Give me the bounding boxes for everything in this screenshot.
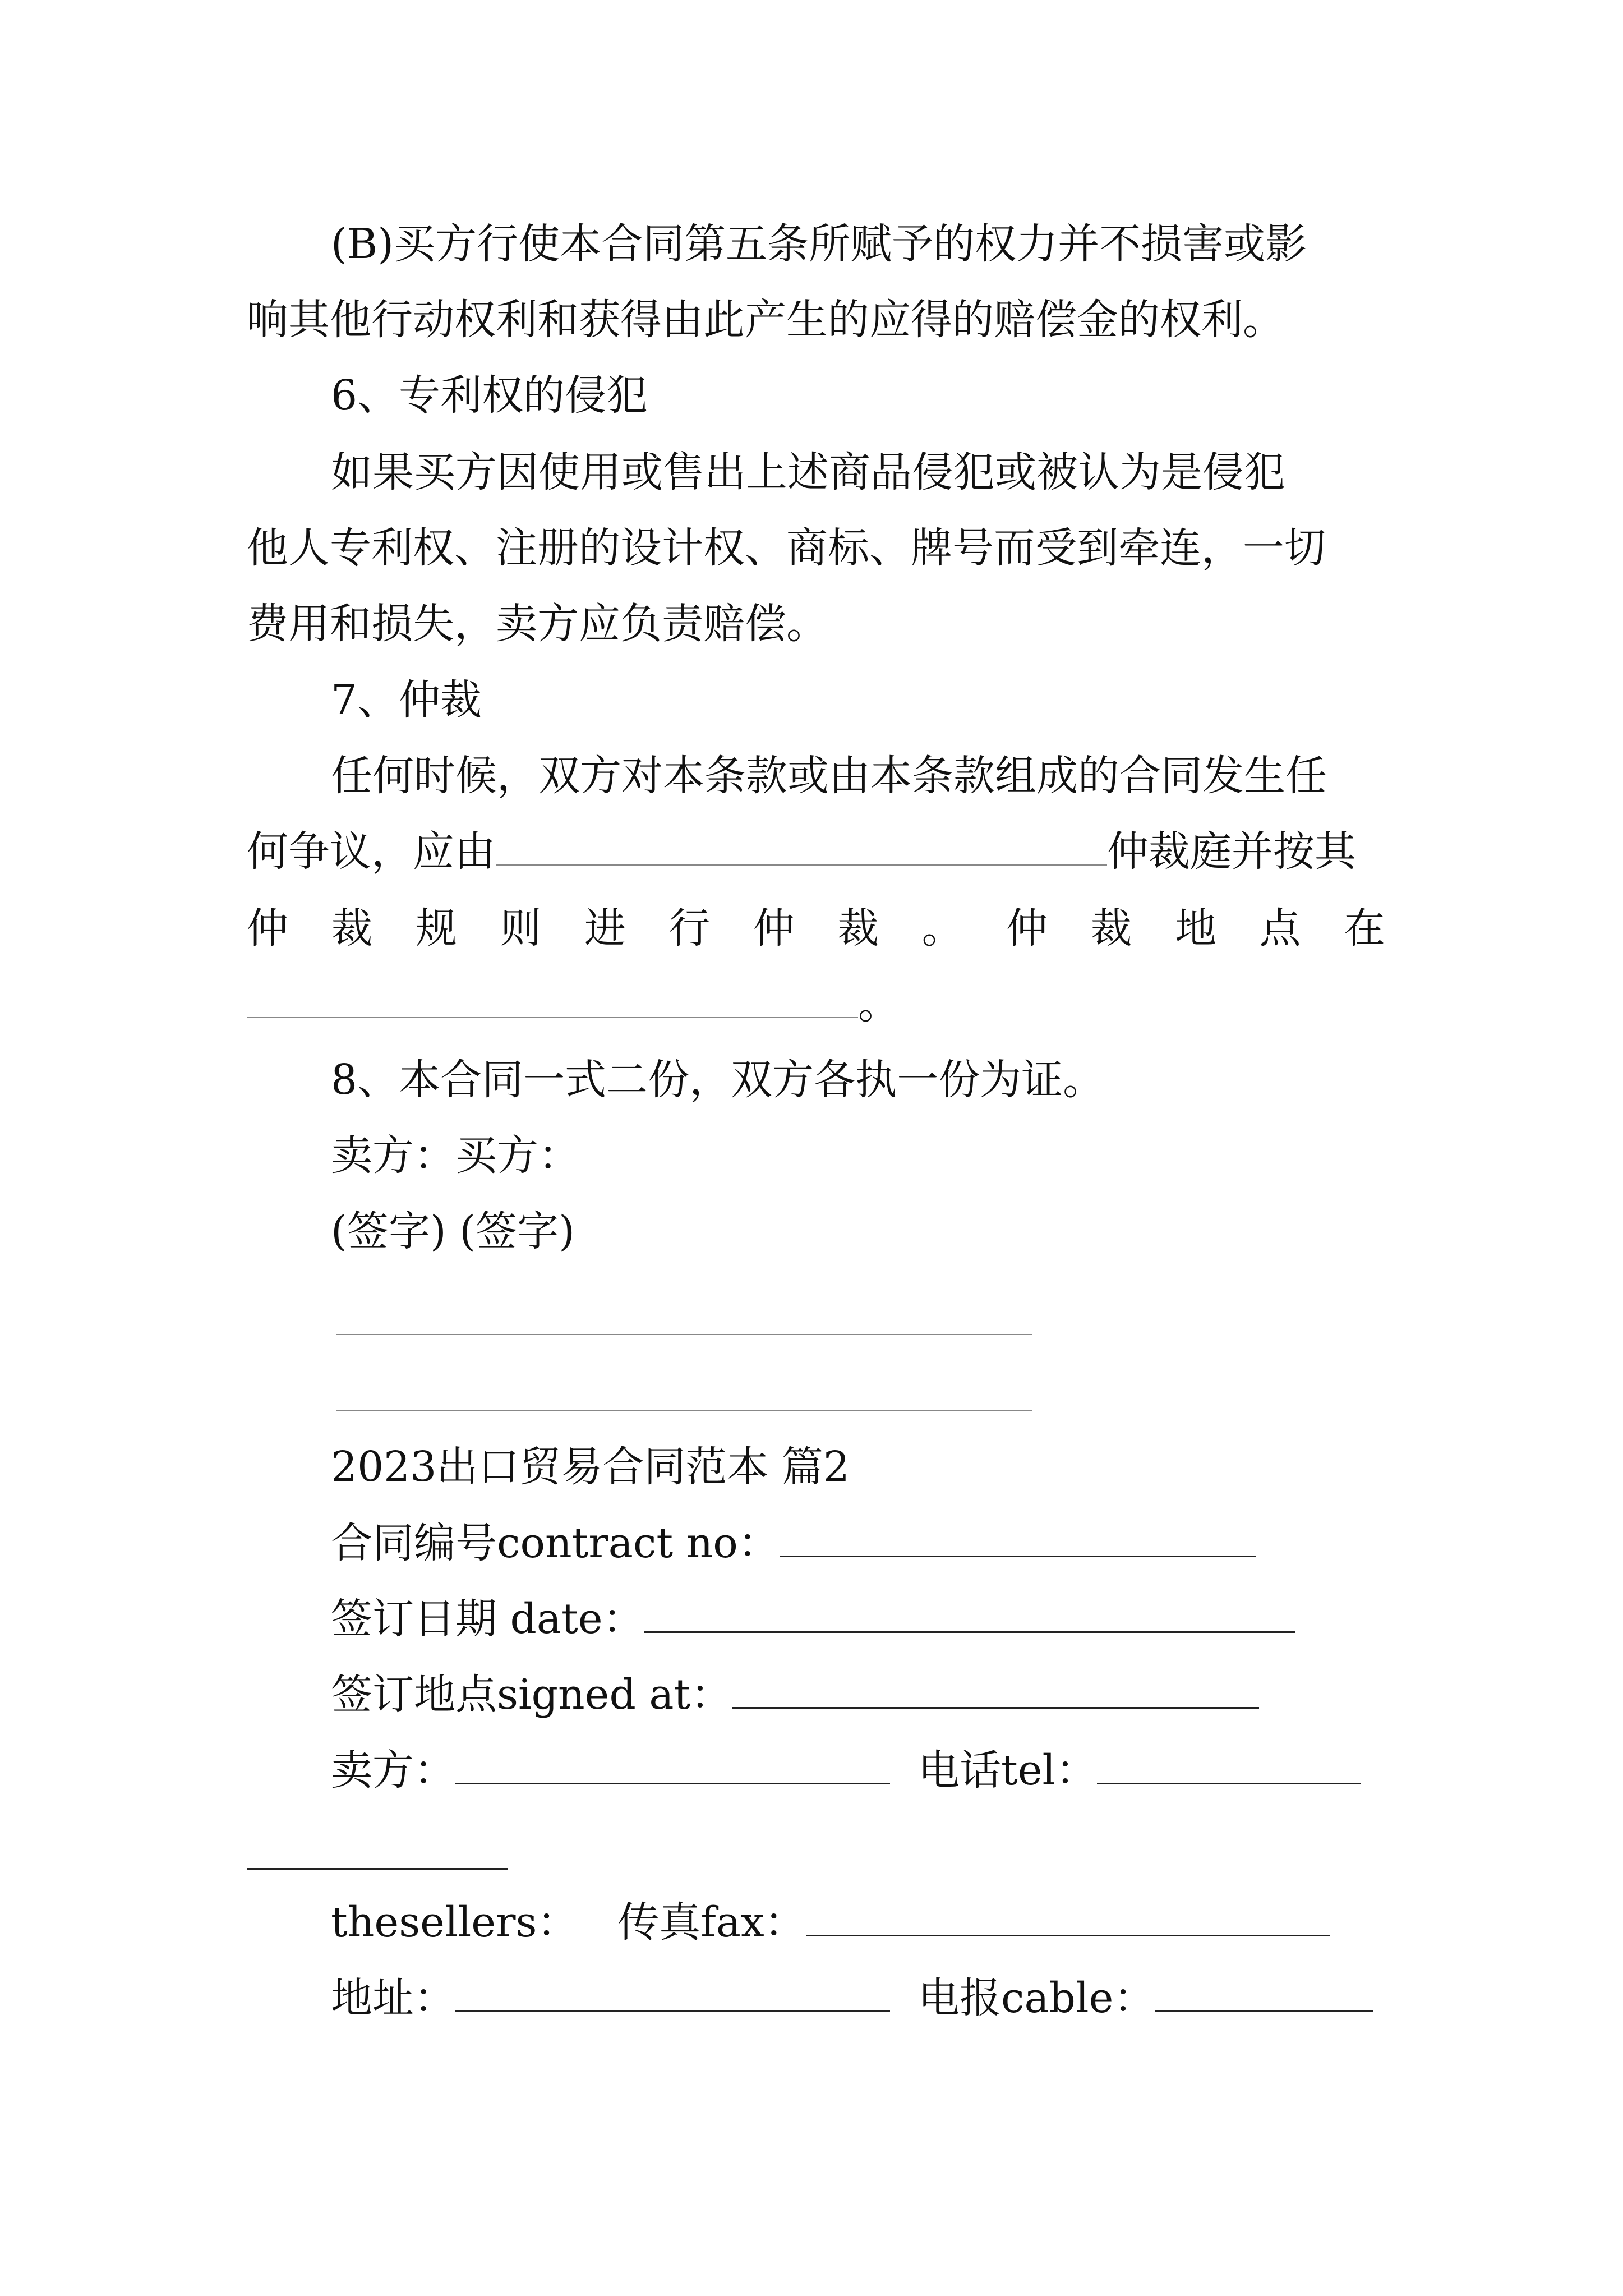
clause-b-line-2: 响其他行动权利和获得由此产生的应得的赔偿金的权利。: [247, 296, 1284, 344]
period: 。: [858, 980, 900, 1028]
sellers-en-label: thesellers：: [331, 1898, 579, 1947]
patent-clause-line-2: 他人专利权、注册的设计权、商标、牌号而受到牵连，一切: [247, 524, 1326, 572]
arbitration-line-2-start: 何争议，应由: [247, 827, 496, 876]
char: 裁: [837, 904, 879, 953]
date-label: 签订日期 date：: [331, 1595, 644, 1643]
fax-label: 传真fax：: [617, 1898, 806, 1947]
date-blank[interactable]: [644, 1594, 1295, 1633]
char: 仲: [753, 904, 795, 953]
cable-label: 电报cable：: [918, 1974, 1155, 2022]
tel-blank[interactable]: [1097, 1746, 1361, 1784]
char: 点: [1259, 904, 1301, 953]
signature-blank-1[interactable]: [336, 1334, 1032, 1335]
tel-blank-continued[interactable]: [247, 1868, 508, 1870]
heading-patent-infringement: 6、专利权的侵犯: [331, 371, 648, 420]
arbitration-line-3: [247, 903, 1385, 954]
signed-at-blank[interactable]: [732, 1670, 1259, 1709]
arbitration-line-1: 任何时候，双方对本条款或由本条款组成的合同发生任: [331, 752, 1327, 800]
char: 仲: [247, 904, 288, 953]
char: 裁: [331, 904, 373, 953]
date-row: [331, 1594, 1295, 1644]
clause-b-line-1: (B)买方行使本合同第五条所赋予的权力并不损害或影: [331, 220, 1307, 268]
contract-no-blank[interactable]: [780, 1519, 1256, 1557]
contract-no-row: [331, 1518, 1256, 1568]
char: 。: [921, 904, 963, 953]
arbitration-line-4: [247, 979, 900, 1029]
seller-blank[interactable]: [455, 1746, 890, 1784]
char: 进: [584, 904, 626, 953]
char: 行: [668, 904, 711, 953]
heading-arbitration: 7、仲裁: [331, 676, 482, 724]
seller-label: 卖方：: [331, 1746, 455, 1795]
arbitration-line-2: [247, 826, 1356, 877]
fax-blank[interactable]: [806, 1898, 1330, 1936]
char: 地: [1174, 904, 1216, 953]
patent-clause-line-1: 如果买方因使用或售出上述商品侵犯或被认为是侵犯: [331, 448, 1285, 496]
patent-clause-line-3: 费用和损失，卖方应负责赔偿。: [247, 600, 828, 648]
address-row: [331, 1973, 1373, 2023]
signed-at-row: [331, 1669, 1259, 1720]
arbitration-place-blank[interactable]: [247, 980, 858, 1018]
section-2-title: 2023出口贸易合同范本 篇2: [331, 1443, 850, 1491]
signed-at-label: 签订地点signed at：: [331, 1671, 732, 1719]
seller-row: [331, 1745, 1361, 1796]
address-blank[interactable]: [455, 1973, 890, 2012]
address-label: 地址：: [331, 1974, 455, 2022]
char: 仲: [1006, 904, 1048, 953]
char: 在: [1343, 904, 1385, 953]
signature-line: (签字) (签字): [331, 1207, 575, 1255]
signature-blank-2[interactable]: [336, 1410, 1032, 1411]
arbitration-line-2-end: 仲裁庭并按其: [1107, 827, 1356, 876]
copies-clause: 8、本合同一式二份，双方各执一份为证。: [331, 1056, 1105, 1104]
char: 则: [500, 904, 542, 953]
char: 裁: [1090, 904, 1132, 953]
parties-line: 卖方：买方：: [331, 1131, 580, 1180]
char: 规: [415, 904, 457, 953]
sellers-fax-row: [331, 1897, 1330, 1948]
cable-blank[interactable]: [1155, 1973, 1373, 2012]
contract-no-label: 合同编号contract no：: [331, 1519, 780, 1567]
arbitration-court-blank[interactable]: [496, 827, 1107, 866]
tel-label: 电话tel：: [918, 1746, 1098, 1795]
